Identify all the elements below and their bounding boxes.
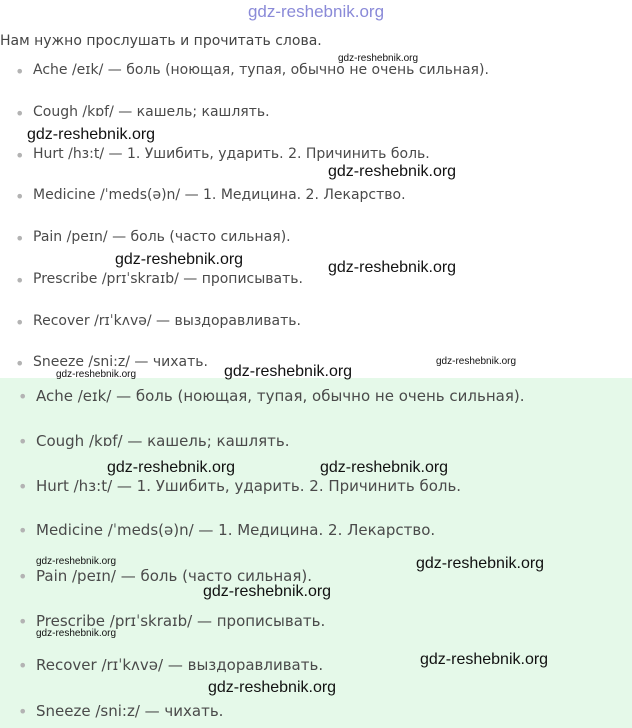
watermark: gdz-reshebnik.org [36,628,117,639]
bullet-icon: • [15,146,25,165]
bullet-icon: • [15,271,25,290]
watermark: gdz-reshebnik.org [328,163,457,180]
watermark: gdz-reshebnik.org [203,583,332,600]
list-item-text: Hurt /hɜ:t/ — 1. Ушибить, ударить. 2. Причинить боль. [33,146,430,162]
intro-text: Нам нужно прослушать и прочитать слова. [0,33,322,49]
watermark: gdz-reshebnik.org [36,556,117,567]
watermark: gdz-reshebnik.org [416,555,545,572]
bullet-icon: • [15,313,25,332]
bullet-icon: • [18,612,28,631]
list-item-text: Medicine /ˈmeds(ə)n/ — 1. Медицина. 2. Лекарство. [33,187,406,203]
bullet-icon: • [18,567,28,586]
watermark: gdz-reshebnik.org [115,251,244,268]
list-item-text: Pain /peɪn/ — боль (часто сильная). [33,229,291,245]
watermark: gdz-reshebnik.org [27,126,156,143]
watermark: gdz-reshebnik.org [56,369,137,380]
bullet-icon: • [15,62,25,81]
watermark: gdz-reshebnik.org [436,356,517,367]
list-item-text: Recover /rɪˈkʌvə/ — выздоравливать. [33,313,301,329]
bullet-icon: • [18,702,28,721]
list-item-text: Cough /kɒf/ — кашель; кашлять. [36,432,290,450]
watermark: gdz-reshebnik.org [107,459,236,476]
watermark: gdz-reshebnik.org [208,679,337,696]
list-item-text: Medicine /ˈmeds(ə)n/ — 1. Медицина. 2. Лекарство. [36,521,436,539]
list-item-text: Prescribe /prɪˈskraɪb/ — прописывать. [33,271,303,287]
bullet-icon: • [18,387,28,406]
list-item-text: Sneeze /sni:z/ — чихать. [36,702,224,720]
bullet-icon: • [18,432,28,451]
list-item-text: Prescribe /prɪˈskraɪb/ — прописывать. [36,612,326,630]
watermark: gdz-reshebnik.org [420,651,549,668]
list-item-text: Ache /eɪk/ — боль (ноющая, тупая, обычно не очень сильная). [36,387,525,405]
bullet-icon: • [15,187,25,206]
list-item-text: Ache /eɪk/ — боль (ноющая, тупая, обычно не очень сильная). [33,62,489,78]
bullet-icon: • [18,656,28,675]
bullet-icon: • [15,229,25,248]
watermark: gdz-reshebnik.org [320,459,449,476]
list-item-text: Pain /peɪn/ — боль (часто сильная). [36,567,313,585]
bullet-icon: • [18,521,28,540]
site-header: gdz-reshebnik.org [247,2,385,21]
highlight-panel [0,378,632,728]
list-item-text: Cough /kɒf/ — кашель; кашлять. [33,104,270,120]
bullet-icon: • [15,354,25,373]
list-item-text: Recover /rɪˈkʌvə/ — выздоравливать. [36,656,324,674]
watermark: gdz-reshebnik.org [224,363,353,380]
bullet-icon: • [15,104,25,123]
list-item-text: Hurt /hɜ:t/ — 1. Ушибить, ударить. 2. Причинить боль. [36,477,462,495]
list-item-text: Sneeze /sni:z/ — чихать. [33,354,208,370]
watermark: gdz-reshebnik.org [338,53,419,64]
bullet-icon: • [18,477,28,496]
watermark: gdz-reshebnik.org [328,259,457,276]
